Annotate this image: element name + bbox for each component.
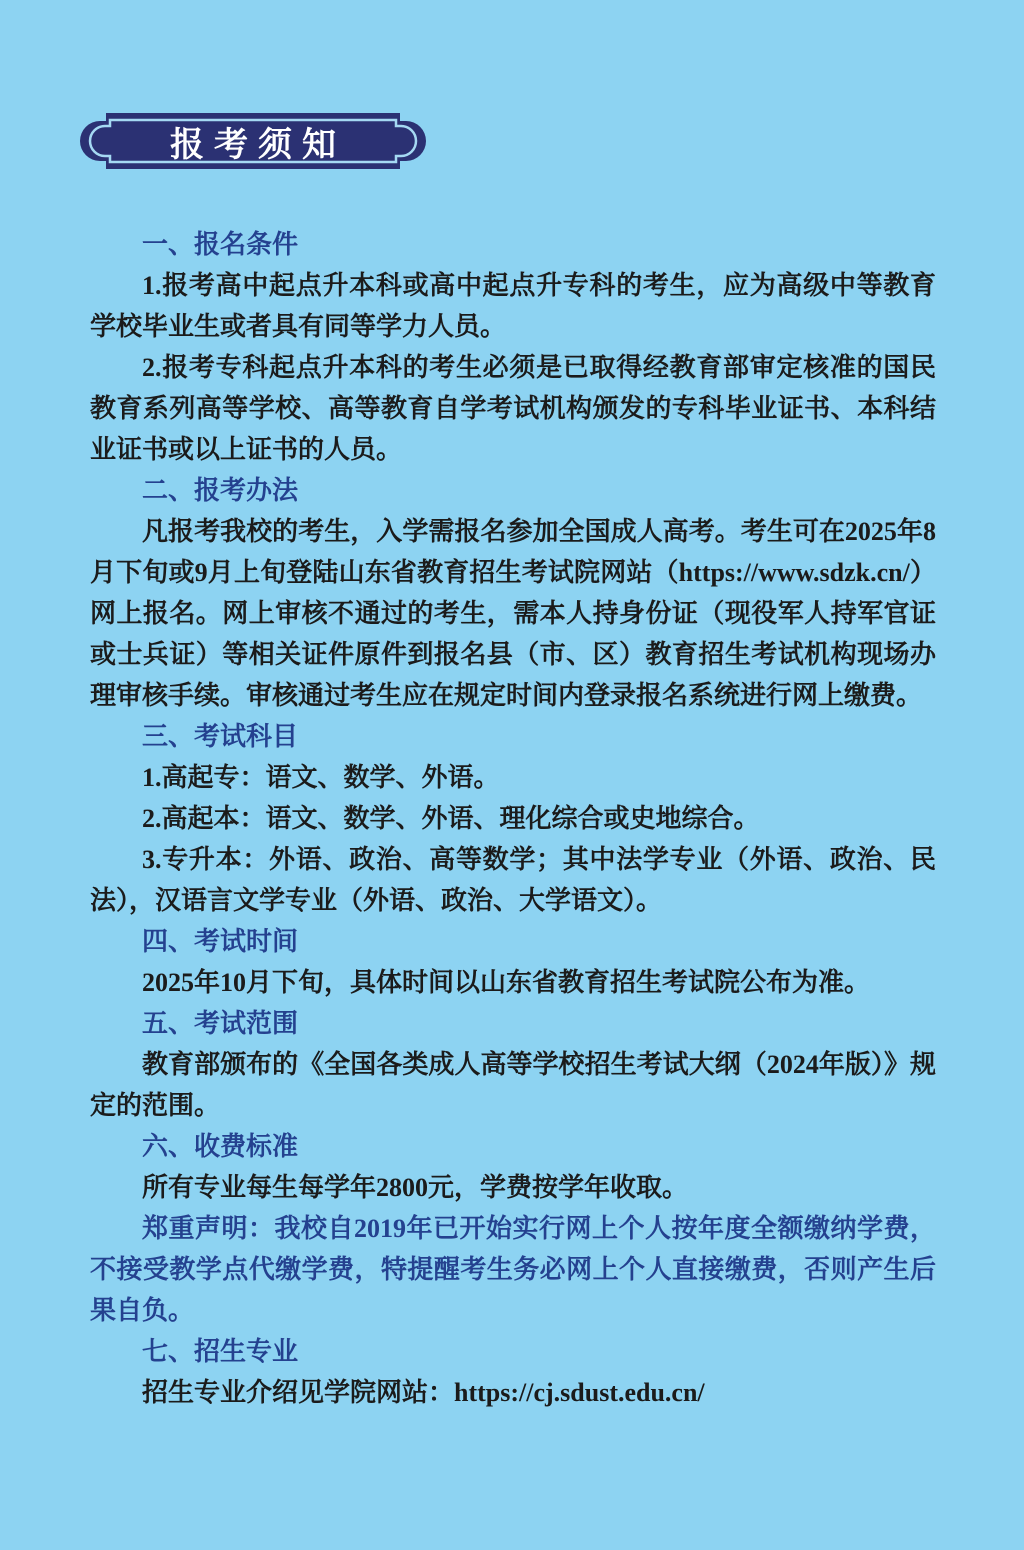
paragraph: 2.报考专科起点升本科的考生必须是已取得经教育部审定核准的国民教育系列高等学校、高等教育自学考试机构颁发的专科毕业证书、本科结业证书或以上证书的人员。 (90, 353, 936, 464)
section-heading: 五、考试范围 (142, 1009, 299, 1038)
paragraph: 所有专业每生每学年2800元，学费按学年收取。 (142, 1173, 689, 1202)
section-heading: 一、报名条件 (142, 230, 299, 259)
paragraph: 2025年10月下旬，具体时间以山东省教育招生考试院公布为准。 (142, 968, 871, 997)
section-heading: 四、考试时间 (142, 927, 299, 956)
paragraph: 教育部颁布的《全国各类成人高等学校招生考试大纲（2024年版）》规定的范围。 (90, 1050, 936, 1120)
paragraph: 招生专业介绍见学院网站：https://cj.sdust.edu.cn/ (142, 1378, 705, 1407)
section-heading: 三、考试科目 (142, 722, 299, 751)
paragraph: 1.报考高中起点升本科或高中起点升专科的考生，应为高级中等教育学校毕业生或者具有同等学力人员。 (90, 271, 936, 341)
notice-body (90, 224, 936, 1413)
section-heading: 七、招生专业 (142, 1337, 299, 1366)
paragraph: 1.高起专：语文、数学、外语。 (142, 763, 500, 792)
paragraph: 郑重声明：我校自2019年已开始实行网上个人按年度全额缴纳学费，不接受教学点代缴学费，特提醒考生务必网上个人直接缴费，否则产生后果自负。 (90, 1214, 936, 1325)
paragraph: 2.高起本：语文、数学、外语、理化综合或史地综合。 (142, 804, 760, 833)
section-heading: 六、收费标准 (142, 1132, 299, 1161)
paragraph: 凡报考我校的考生，入学需报名参加全国成人高考。考生可在2025年8月下旬或9月上旬登陆山东省教育招生考试院网站（https://www.sdzk.cn/）网上报名。网上审核不通过的考生，需本人持身份证（现役军人持军官证或士兵证）等相关证件原件到报名县（市、区）教育招生考试机构现场办理审核手续。审核通过考生应在规定时间内登录报名系统进行网上缴费。 (90, 517, 936, 710)
paragraph: 3.专升本：外语、政治、高等数学；其中法学专业（外语、政治、民法），汉语言文学专业（外语、政治、大学语文）。 (90, 845, 936, 915)
section-heading: 二、报考办法 (142, 476, 299, 505)
title-banner (80, 112, 426, 170)
page-title: 报考须知 (170, 126, 346, 164)
